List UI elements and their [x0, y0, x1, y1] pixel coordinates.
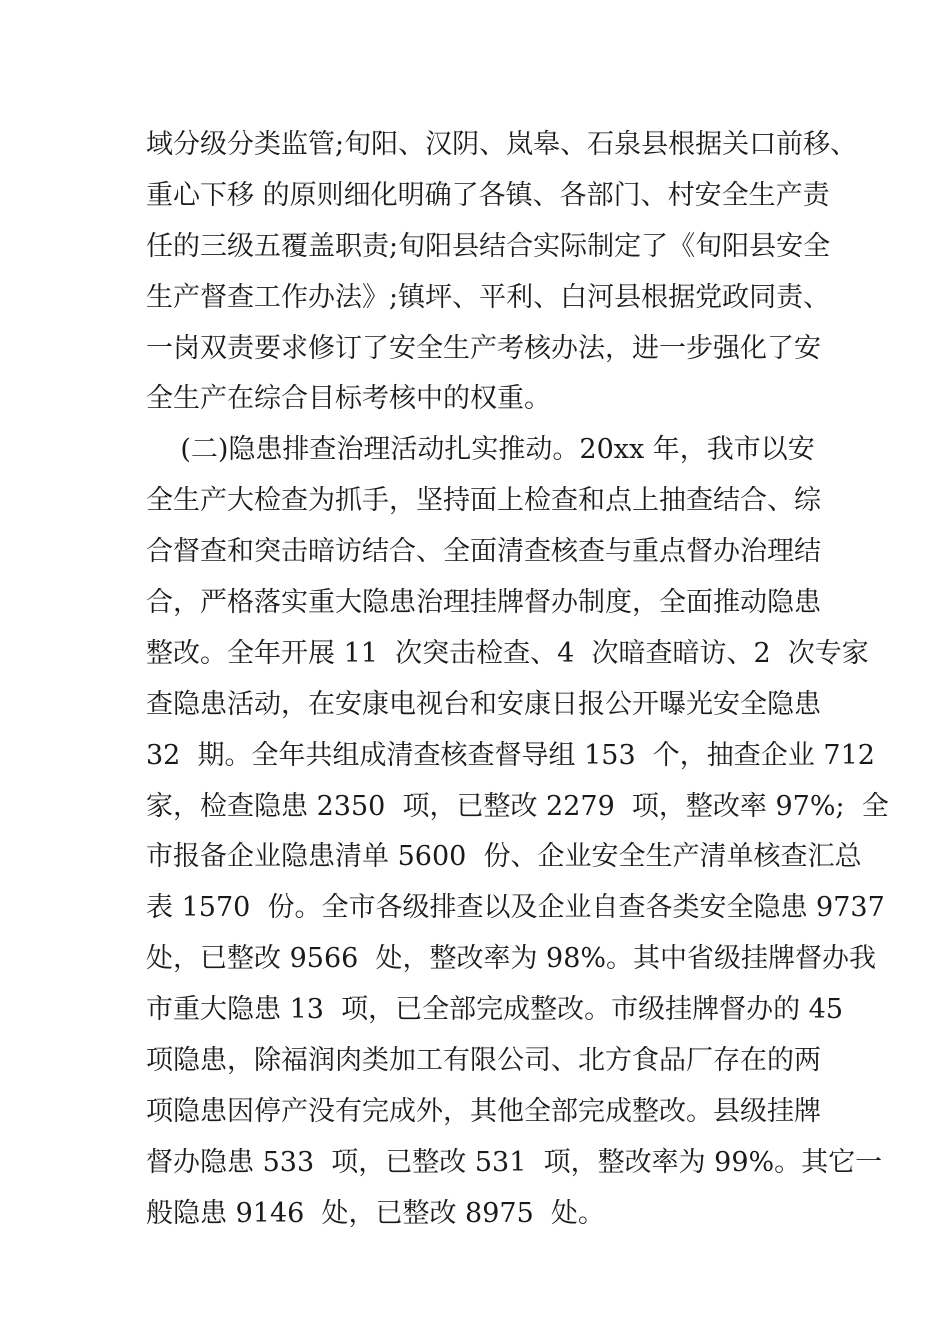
- text-line: 表 1570 份。全市各级排查以及企业自查各类安全隐患 9737: [146, 892, 885, 924]
- document-body: [146, 120, 889, 1240]
- text-line: 市重大隐患 13 项，已全部完成整改。市级挂牌督办的 45: [146, 994, 844, 1026]
- section-heading-line: (二)隐患排查治理活动扎实推动。20xx 年，我市以安: [146, 434, 815, 466]
- text-line: 查隐患活动，在安康电视台和安康日报公开曝光安全隐患: [146, 688, 821, 720]
- text-line: 生产督查工作办法》;镇坪、平利、白河县根据党政同责、: [146, 281, 831, 313]
- text-line: 处，已整改 9566 处，整改率为 98%。其中省级挂牌督办我: [146, 943, 877, 975]
- text-line: 市报备企业隐患清单 5600 份、企业安全生产清单核查汇总: [146, 841, 862, 873]
- text-line: 项隐患因停产没有完成外，其他全部完成整改。县级挂牌: [146, 1095, 821, 1127]
- text-line: 一岗双责要求修订了安全生产考核办法，进一步强化了安: [146, 332, 821, 364]
- text-line: 域分级分类监管;旬阳、汉阴、岚皋、石泉县根据关口前移、: [146, 129, 858, 160]
- text-line: 般隐患 9146 处，已整改 8975 处。: [146, 1197, 605, 1229]
- text-line: 全生产在综合目标考核中的权重。: [146, 383, 551, 415]
- text-line: 任的三级五覆盖职责;旬阳县结合实际制定了《旬阳县安全: [146, 230, 831, 262]
- text-line: 督办隐患 533 项，已整改 531 项，整改率为 99%。其它一: [146, 1146, 883, 1178]
- text-line: 合，严格落实重大隐患治理挂牌督办制度，全面推动隐患: [146, 587, 821, 619]
- text-line: 重心下移 的原则细化明确了各镇、各部门、村安全生产责: [146, 179, 830, 211]
- text-line: 整改。全年开展 11 次突击检查、4 次暗查暗访、2 次专家: [146, 637, 869, 669]
- text-line: 项隐患，除福润肉类加工有限公司、北方食品厂存在的两: [146, 1045, 821, 1077]
- text-line: 家，检查隐患 2350 项，已整改 2279 项，整改率 97%; 全: [146, 790, 889, 822]
- text-line: 全生产大检查为抓手，坚持面上检查和点上抽查结合、综: [146, 485, 821, 517]
- text-line: 32 期。全年共组成清查核查督导组 153 个，抽查企业 712: [146, 739, 875, 771]
- text-line: 合督查和突击暗访结合、全面清查核查与重点督办治理结: [146, 536, 821, 568]
